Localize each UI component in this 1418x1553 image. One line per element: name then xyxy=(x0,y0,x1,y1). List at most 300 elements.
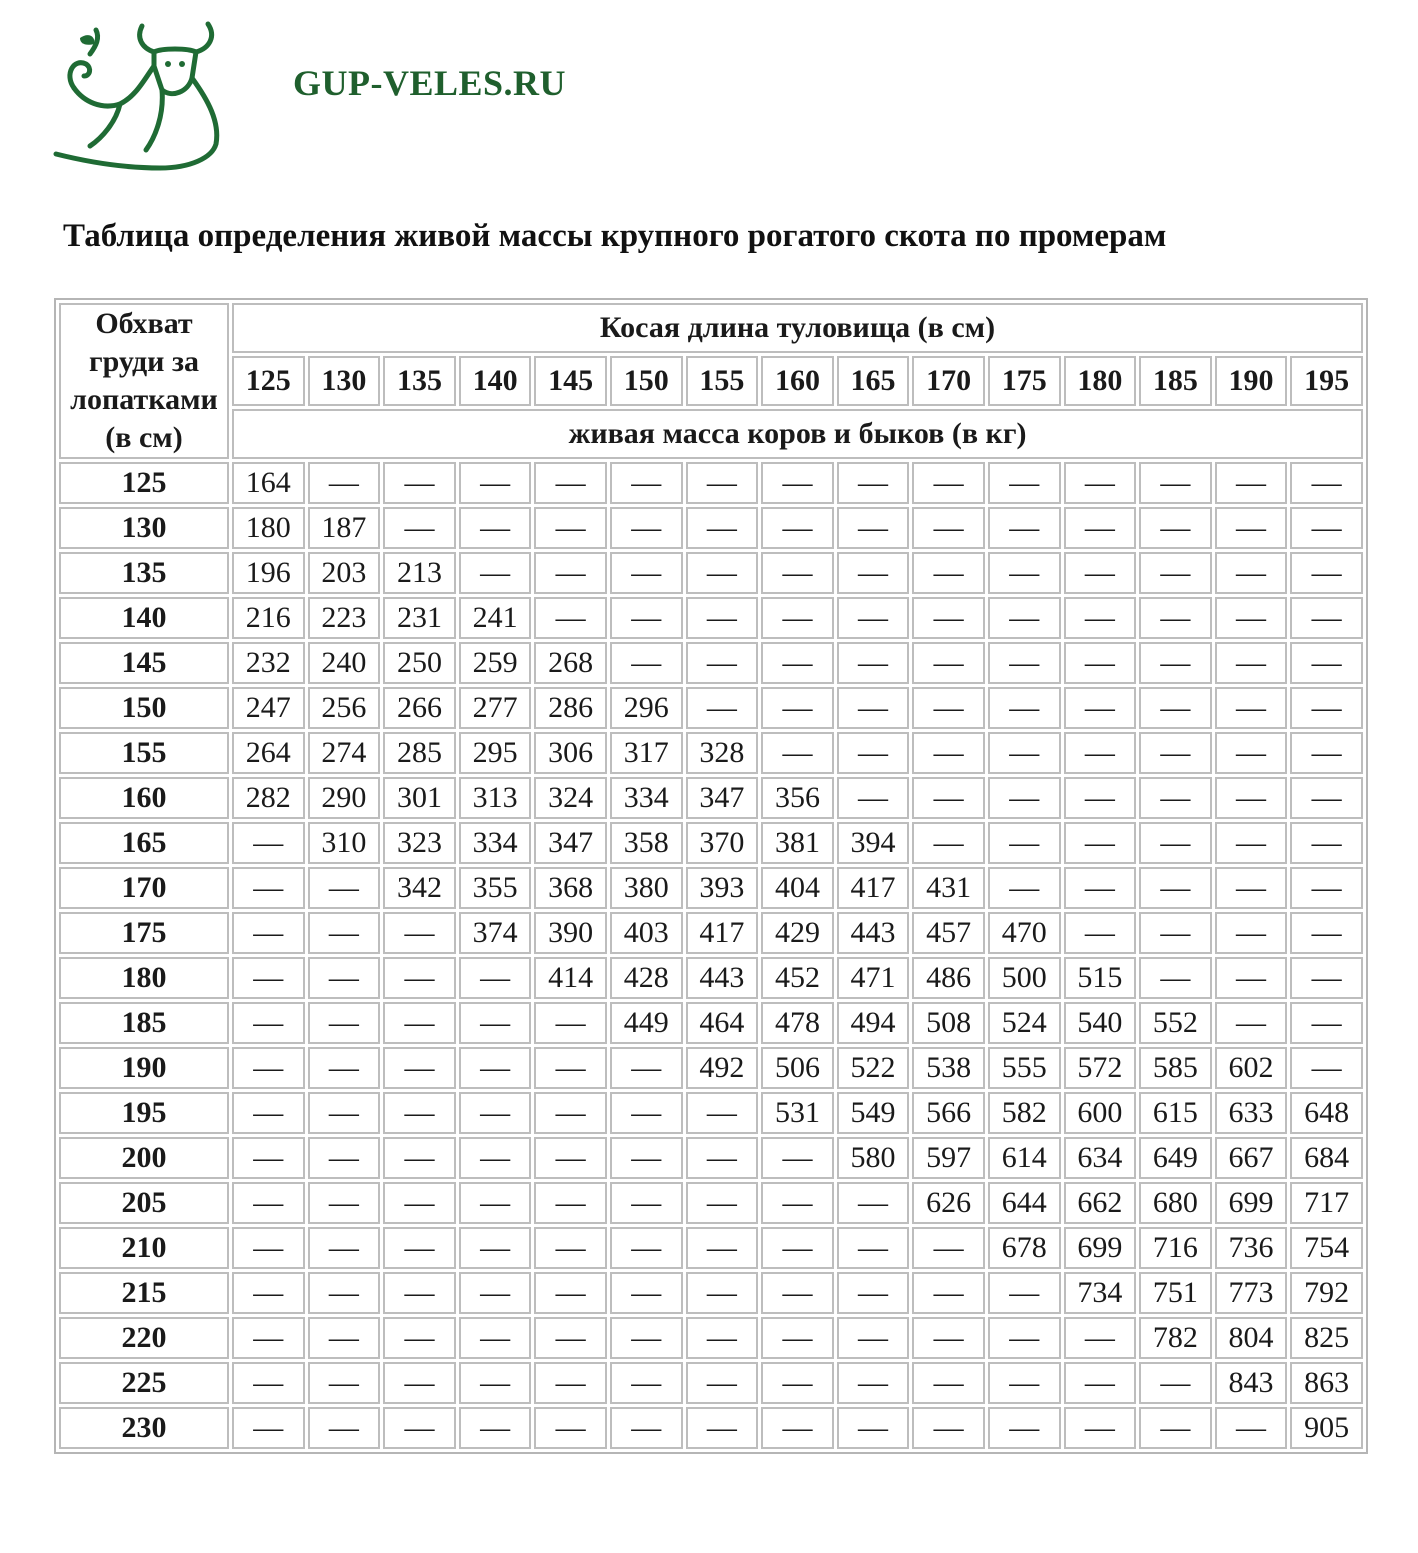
table-cell: — xyxy=(308,957,381,999)
table-cell: 464 xyxy=(686,1002,759,1044)
table-cell: — xyxy=(1290,552,1363,594)
table-cell: 231 xyxy=(383,597,456,639)
table-cell: 323 xyxy=(383,822,456,864)
table-cell: 905 xyxy=(1290,1407,1363,1449)
table-cell: — xyxy=(1064,507,1137,549)
row-header-165: 165 xyxy=(59,822,229,864)
table-cell: 492 xyxy=(686,1047,759,1089)
table-cell: — xyxy=(912,1272,985,1314)
table-row xyxy=(59,867,1363,909)
table-cell: — xyxy=(459,1317,532,1359)
table-cell: — xyxy=(610,1137,683,1179)
table-row xyxy=(59,1182,1363,1224)
table-row xyxy=(59,1137,1363,1179)
table-cell: 597 xyxy=(912,1137,985,1179)
row-header-200: 200 xyxy=(59,1137,229,1179)
table-cell: 381 xyxy=(761,822,834,864)
table-cell: 301 xyxy=(383,777,456,819)
table-cell: — xyxy=(308,1092,381,1134)
table-cell: — xyxy=(232,867,305,909)
table-cell: — xyxy=(232,957,305,999)
table-cell: — xyxy=(837,1362,910,1404)
table-cell: — xyxy=(686,1182,759,1224)
table-cell: — xyxy=(1139,777,1212,819)
table-cell: — xyxy=(383,1002,456,1044)
table-row xyxy=(59,732,1363,774)
table-cell: — xyxy=(1215,642,1288,684)
table-cell: — xyxy=(534,1182,607,1224)
table-cell: — xyxy=(912,687,985,729)
table-cell: — xyxy=(232,1362,305,1404)
table-cell: 213 xyxy=(383,552,456,594)
table-cell: — xyxy=(383,1272,456,1314)
table-cell: — xyxy=(837,1407,910,1449)
table-cell: — xyxy=(1139,1362,1212,1404)
table-cell: 286 xyxy=(534,687,607,729)
table-cell: — xyxy=(534,462,607,504)
table-cell: — xyxy=(534,552,607,594)
table-cell: — xyxy=(534,1137,607,1179)
table-cell: — xyxy=(761,552,834,594)
table-cell: — xyxy=(761,1227,834,1269)
column-header-145: 145 xyxy=(534,356,607,406)
table-cell: 585 xyxy=(1139,1047,1212,1089)
table-cell: 268 xyxy=(534,642,607,684)
table-cell: — xyxy=(988,507,1061,549)
table-row xyxy=(59,1362,1363,1404)
table-cell: — xyxy=(686,1362,759,1404)
table-cell: — xyxy=(837,1227,910,1269)
row-header-215: 215 xyxy=(59,1272,229,1314)
table-cell: 358 xyxy=(610,822,683,864)
table-cell: — xyxy=(1064,1407,1137,1449)
table-cell: — xyxy=(912,822,985,864)
table-cell: — xyxy=(988,1362,1061,1404)
table-cell: — xyxy=(610,1362,683,1404)
table-cell: 634 xyxy=(1064,1137,1137,1179)
table-cell: — xyxy=(761,597,834,639)
live-weight-header: живая масса коров и быков (в кг) xyxy=(232,409,1363,459)
table-cell: — xyxy=(912,552,985,594)
table-cell: 241 xyxy=(459,597,532,639)
table-cell: — xyxy=(988,597,1061,639)
table-cell: 164 xyxy=(232,462,305,504)
table-cell: — xyxy=(912,462,985,504)
table-cell: 390 xyxy=(534,912,607,954)
page-title: Таблица определения живой массы крупного рогатого скота по промерам xyxy=(63,218,1167,254)
row-header-205: 205 xyxy=(59,1182,229,1224)
table-cell: 250 xyxy=(383,642,456,684)
column-header-195: 195 xyxy=(1290,356,1363,406)
table-cell: — xyxy=(912,732,985,774)
table-cell: — xyxy=(1064,867,1137,909)
table-cell: — xyxy=(686,1272,759,1314)
table-row xyxy=(59,1002,1363,1044)
table-cell: 313 xyxy=(459,777,532,819)
table-cell: — xyxy=(837,777,910,819)
table-cell: 751 xyxy=(1139,1272,1212,1314)
table-cell: 524 xyxy=(988,1002,1061,1044)
table-cell: — xyxy=(308,1182,381,1224)
table-cell: 515 xyxy=(1064,957,1137,999)
table-cell: — xyxy=(383,1092,456,1134)
table-cell: — xyxy=(1139,507,1212,549)
table-cell: 506 xyxy=(761,1047,834,1089)
table-row xyxy=(59,1227,1363,1269)
table-cell: 431 xyxy=(912,867,985,909)
table-cell: 667 xyxy=(1215,1137,1288,1179)
table-cell: — xyxy=(610,1227,683,1269)
table-cell: — xyxy=(1139,957,1212,999)
table-cell: — xyxy=(383,1047,456,1089)
table-cell: 443 xyxy=(686,957,759,999)
table-cell: — xyxy=(459,1137,532,1179)
table-cell: — xyxy=(761,1317,834,1359)
table-cell: — xyxy=(308,1137,381,1179)
table-cell: 538 xyxy=(912,1047,985,1089)
table-cell: — xyxy=(610,1092,683,1134)
table-cell: — xyxy=(232,1227,305,1269)
table-cell: — xyxy=(912,777,985,819)
table-cell: — xyxy=(459,1362,532,1404)
table-cell: — xyxy=(912,1227,985,1269)
table-cell: — xyxy=(1290,957,1363,999)
table-row xyxy=(59,957,1363,999)
table-cell: — xyxy=(534,1092,607,1134)
table-cell: 324 xyxy=(534,777,607,819)
table-cell: 347 xyxy=(686,777,759,819)
table-cell: — xyxy=(383,507,456,549)
table-cell: — xyxy=(610,1407,683,1449)
table-cell: — xyxy=(1290,1047,1363,1089)
row-header-140: 140 xyxy=(59,597,229,639)
table-cell: — xyxy=(686,1137,759,1179)
table-cell: — xyxy=(912,507,985,549)
table-cell: 649 xyxy=(1139,1137,1212,1179)
table-cell: — xyxy=(1290,1002,1363,1044)
table-cell: 843 xyxy=(1215,1362,1288,1404)
table-cell: — xyxy=(912,1362,985,1404)
table-cell: — xyxy=(308,1227,381,1269)
row-header-135: 135 xyxy=(59,552,229,594)
table-cell: 699 xyxy=(1215,1182,1288,1224)
column-header-135: 135 xyxy=(383,356,456,406)
table-cell: — xyxy=(988,867,1061,909)
table-row xyxy=(59,597,1363,639)
table-cell: — xyxy=(459,1407,532,1449)
header-row-top xyxy=(59,303,1363,353)
table-cell: 457 xyxy=(912,912,985,954)
table-cell: — xyxy=(459,1182,532,1224)
table-cell: 633 xyxy=(1215,1092,1288,1134)
column-header-185: 185 xyxy=(1139,356,1212,406)
table-cell: 429 xyxy=(761,912,834,954)
table-cell: — xyxy=(232,1092,305,1134)
table-cell: 259 xyxy=(459,642,532,684)
table-cell: 754 xyxy=(1290,1227,1363,1269)
table-cell: 773 xyxy=(1215,1272,1288,1314)
table-cell: — xyxy=(988,1407,1061,1449)
table-cell: 566 xyxy=(912,1092,985,1134)
table-cell: — xyxy=(988,642,1061,684)
table-cell: 256 xyxy=(308,687,381,729)
table-cell: 716 xyxy=(1139,1227,1212,1269)
table-cell: — xyxy=(232,1002,305,1044)
table-cell: 342 xyxy=(383,867,456,909)
table-row xyxy=(59,1272,1363,1314)
table-cell: — xyxy=(988,777,1061,819)
table-cell: 555 xyxy=(988,1047,1061,1089)
table-cell: — xyxy=(988,462,1061,504)
table-cell: — xyxy=(610,597,683,639)
table-cell: — xyxy=(1064,912,1137,954)
table-cell: — xyxy=(1215,867,1288,909)
table-cell: 428 xyxy=(610,957,683,999)
table-cell: — xyxy=(1215,1407,1288,1449)
table-cell: — xyxy=(459,552,532,594)
table-cell: — xyxy=(383,1362,456,1404)
table-cell: — xyxy=(837,597,910,639)
column-header-row xyxy=(59,356,1363,406)
table-cell: — xyxy=(308,462,381,504)
table-cell: 355 xyxy=(459,867,532,909)
table-cell: — xyxy=(308,1047,381,1089)
table-cell: 417 xyxy=(686,912,759,954)
table-cell: — xyxy=(686,687,759,729)
table-cell: — xyxy=(988,1272,1061,1314)
table-cell: — xyxy=(761,1182,834,1224)
table-cell: 443 xyxy=(837,912,910,954)
table-cell: 863 xyxy=(1290,1362,1363,1404)
live-weight-table xyxy=(54,298,1368,1454)
table-cell: 290 xyxy=(308,777,381,819)
table-cell: — xyxy=(459,1272,532,1314)
table-cell: 615 xyxy=(1139,1092,1212,1134)
table-cell: — xyxy=(837,462,910,504)
column-header-140: 140 xyxy=(459,356,532,406)
table-cell: — xyxy=(1139,867,1212,909)
column-header-125: 125 xyxy=(232,356,305,406)
table-cell: — xyxy=(988,552,1061,594)
table-cell: — xyxy=(761,507,834,549)
table-cell: — xyxy=(1064,777,1137,819)
table-row xyxy=(59,507,1363,549)
table-cell: — xyxy=(1290,732,1363,774)
table-cell: — xyxy=(1215,597,1288,639)
table-cell: 223 xyxy=(308,597,381,639)
table-cell: — xyxy=(610,1317,683,1359)
table-row xyxy=(59,687,1363,729)
table-cell: — xyxy=(686,507,759,549)
table-cell: — xyxy=(610,552,683,594)
table-cell: — xyxy=(1139,822,1212,864)
table-cell: — xyxy=(912,597,985,639)
table-cell: — xyxy=(459,957,532,999)
table-cell: — xyxy=(1064,1362,1137,1404)
site-name[interactable]: GUP-VELES.RU xyxy=(293,63,567,103)
row-header-150: 150 xyxy=(59,687,229,729)
column-header-175: 175 xyxy=(988,356,1061,406)
table-cell: — xyxy=(1064,1317,1137,1359)
table-cell: — xyxy=(988,1317,1061,1359)
table-cell: — xyxy=(988,687,1061,729)
table-cell: — xyxy=(1290,867,1363,909)
table-cell: — xyxy=(1290,597,1363,639)
table-cell: — xyxy=(610,1047,683,1089)
table-cell: — xyxy=(912,642,985,684)
table-cell: 508 xyxy=(912,1002,985,1044)
table-cell: — xyxy=(1139,597,1212,639)
table-cell: 196 xyxy=(232,552,305,594)
table-cell: 500 xyxy=(988,957,1061,999)
table-cell: — xyxy=(686,552,759,594)
row-header-195: 195 xyxy=(59,1092,229,1134)
table-cell: — xyxy=(308,867,381,909)
table-row xyxy=(59,777,1363,819)
row-header-190: 190 xyxy=(59,1047,229,1089)
table-cell: 274 xyxy=(308,732,381,774)
table-cell: 470 xyxy=(988,912,1061,954)
table-cell: 678 xyxy=(988,1227,1061,1269)
table-cell: — xyxy=(459,507,532,549)
table-cell: — xyxy=(1139,462,1212,504)
table-cell: 328 xyxy=(686,732,759,774)
header-row-subtitle xyxy=(59,409,1363,459)
table-cell: 380 xyxy=(610,867,683,909)
table-cell: — xyxy=(837,1272,910,1314)
row-header-230: 230 xyxy=(59,1407,229,1449)
table-cell: 486 xyxy=(912,957,985,999)
table-cell: — xyxy=(610,462,683,504)
table-cell: — xyxy=(534,1227,607,1269)
table-cell: 792 xyxy=(1290,1272,1363,1314)
table-cell: 285 xyxy=(383,732,456,774)
table-cell: — xyxy=(383,957,456,999)
table-row xyxy=(59,552,1363,594)
table-cell: 282 xyxy=(232,777,305,819)
table-cell: 180 xyxy=(232,507,305,549)
table-cell: 449 xyxy=(610,1002,683,1044)
table-cell: — xyxy=(1290,687,1363,729)
row-header-220: 220 xyxy=(59,1317,229,1359)
table-cell: 452 xyxy=(761,957,834,999)
table-cell: 187 xyxy=(308,507,381,549)
table-cell: 600 xyxy=(1064,1092,1137,1134)
table-cell: 471 xyxy=(837,957,910,999)
table-cell: — xyxy=(761,1362,834,1404)
row-header-180: 180 xyxy=(59,957,229,999)
table-cell: 626 xyxy=(912,1182,985,1224)
table-cell: 266 xyxy=(383,687,456,729)
table-cell: 680 xyxy=(1139,1182,1212,1224)
table-cell: — xyxy=(761,1272,834,1314)
table-cell: — xyxy=(1290,822,1363,864)
table-cell: — xyxy=(383,1227,456,1269)
row-header-155: 155 xyxy=(59,732,229,774)
row-header-225: 225 xyxy=(59,1362,229,1404)
table-cell: 614 xyxy=(988,1137,1061,1179)
column-header-155: 155 xyxy=(686,356,759,406)
table-cell: 552 xyxy=(1139,1002,1212,1044)
table-cell: — xyxy=(308,1317,381,1359)
table-cell: — xyxy=(308,1407,381,1449)
table-cell: 295 xyxy=(459,732,532,774)
table-cell: — xyxy=(232,1137,305,1179)
table-cell: 572 xyxy=(1064,1047,1137,1089)
table-cell: 334 xyxy=(459,822,532,864)
table-cell: — xyxy=(1064,597,1137,639)
table-cell: 549 xyxy=(837,1092,910,1134)
row-header-130: 130 xyxy=(59,507,229,549)
table-cell: — xyxy=(686,462,759,504)
table-cell: 374 xyxy=(459,912,532,954)
table-cell: — xyxy=(761,462,834,504)
table-cell: — xyxy=(383,462,456,504)
table-cell: — xyxy=(912,1317,985,1359)
table-cell: — xyxy=(1290,912,1363,954)
table-cell: — xyxy=(459,462,532,504)
table-cell: — xyxy=(1064,732,1137,774)
table-cell: — xyxy=(383,912,456,954)
table-cell: 662 xyxy=(1064,1182,1137,1224)
table-cell: — xyxy=(1064,687,1137,729)
table-cell: 404 xyxy=(761,867,834,909)
table-cell: — xyxy=(1064,462,1137,504)
table-cell: — xyxy=(1064,822,1137,864)
table-cell: — xyxy=(988,822,1061,864)
table-cell: — xyxy=(534,1272,607,1314)
table-row xyxy=(59,1317,1363,1359)
table-cell: 644 xyxy=(988,1182,1061,1224)
table-cell: — xyxy=(308,1362,381,1404)
table-cell: — xyxy=(1290,642,1363,684)
row-header-160: 160 xyxy=(59,777,229,819)
table-cell: 494 xyxy=(837,1002,910,1044)
table-cell: 717 xyxy=(1290,1182,1363,1224)
table-cell: 522 xyxy=(837,1047,910,1089)
column-header-165: 165 xyxy=(837,356,910,406)
table-cell: — xyxy=(534,1317,607,1359)
row-header-175: 175 xyxy=(59,912,229,954)
table-cell: 216 xyxy=(232,597,305,639)
table-cell: — xyxy=(534,1047,607,1089)
table-cell: — xyxy=(459,1227,532,1269)
table-cell: — xyxy=(232,912,305,954)
table-cell: — xyxy=(837,1182,910,1224)
table-row xyxy=(59,642,1363,684)
bull-logo-icon xyxy=(50,18,230,173)
table-cell: — xyxy=(1064,642,1137,684)
table-cell: 414 xyxy=(534,957,607,999)
table-cell: 736 xyxy=(1215,1227,1288,1269)
table-cell: 478 xyxy=(761,1002,834,1044)
table-cell: — xyxy=(232,1317,305,1359)
table-cell: — xyxy=(232,1182,305,1224)
table-cell: — xyxy=(1215,552,1288,594)
table-cell: 347 xyxy=(534,822,607,864)
table-cell: — xyxy=(610,1272,683,1314)
table-cell: — xyxy=(1290,777,1363,819)
column-header-160: 160 xyxy=(761,356,834,406)
table-cell: — xyxy=(1215,1002,1288,1044)
table-cell: — xyxy=(534,1002,607,1044)
table-cell: 306 xyxy=(534,732,607,774)
table-cell: — xyxy=(1215,912,1288,954)
table-cell: — xyxy=(837,642,910,684)
table-cell: 240 xyxy=(308,642,381,684)
table-cell: — xyxy=(1139,1407,1212,1449)
table-row xyxy=(59,1092,1363,1134)
